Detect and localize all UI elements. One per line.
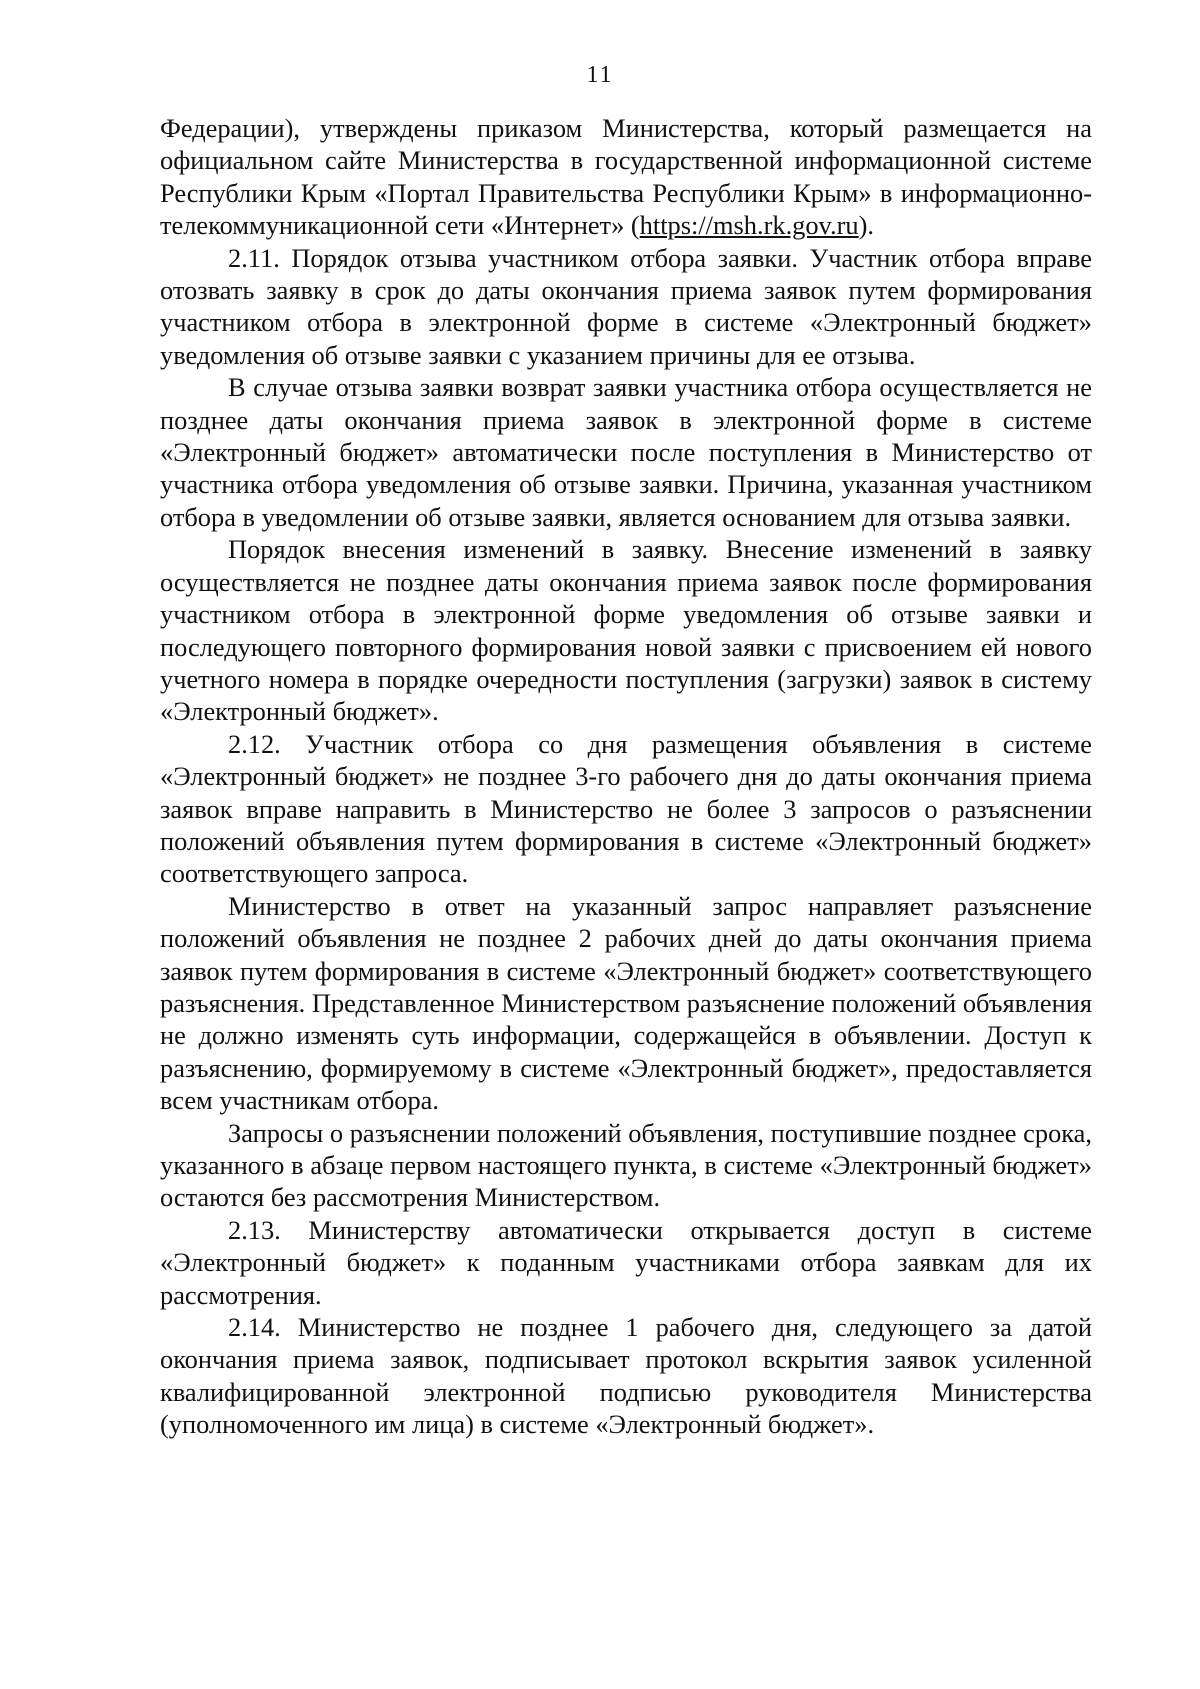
paragraph-2-14: 2.14. Министерство не позднее 1 рабочего дня, следующего за датой окончания приема заявок, подписывает протокол вскрытия заявок усиленной квалифицированной электронной подписью руководителя Министерства (уполномоченного им лица) в системе «Электронный бюджет».	[160, 1312, 1092, 1440]
website-link[interactable]: https://msh.rk.gov.ru	[639, 210, 859, 241]
paragraph-withdrawal-return: В случае отзыва заявки возврат заявки участника отбора осуществляется не позднее даты окончания приема заявок в электронной форме в системе «Электронный бюджет» автоматически после поступления в Министерство от участника отбора уведомления об отзыве заявки. Причина, указанная участником отбора в уведомлении об отзыве заявки, является основанием для отзыва заявки.	[160, 372, 1092, 532]
paragraph-text: Федерации), утверждены приказом Министерства, который размещается на официальном сайте Министерства в государственной информационной системе Республики Крым «Портал Правительства Республики Крым» в информационно-телекоммуникационной сети «Интернет» (	[160, 113, 1092, 241]
paragraph-changes-procedure: Порядок внесения изменений в заявку. Внесение изменений в заявку осуществляется не позднее даты окончания приема заявок после формирования участником отбора в электронной форме уведомления об отзыве заявки и последующего повторного формирования новой заявки с присвоением ей нового учетного номера в порядке очередности поступления (загрузки) заявок в систему «Электронный бюджет».	[160, 534, 1092, 727]
paragraph-2-12: 2.12. Участник отбора со дня размещения объявления в системе «Электронный бюджет» не позднее 3-го рабочего дня до даты окончания приема заявок вправе направить в Министерство не более 3 запросов о разъяснении положений объявления путем формирования в системе «Электронный бюджет» соответствующего запроса.	[160, 728, 1092, 889]
paragraph-late-requests: Запросы о разъяснении положений объявления, поступившие позднее срока, указанного в абзаце первом настоящего пункта, в системе «Электронный бюджет» остаются без рассмотрения Министерством.	[160, 1117, 1092, 1213]
paragraph-2-13: 2.13. Министерству автоматически открывается доступ в системе «Электронный бюджет» к поданным участниками отбора заявкам для их рассмотрения.	[160, 1214, 1092, 1310]
paragraph-ministry-response: Министерство в ответ на указанный запрос направляет разъяснение положений объявления не позднее 2 рабочих дней до даты окончания приема заявок путем формирования в системе «Электронный бюджет» соответствующего разъяснения. Представленное Министерством разъяснение положений объявления не должно изменять суть информации, содержащейся в объявлении. Доступ к разъяснению, формируемому в системе «Электронный бюджет», предоставляется всем участникам отбора.	[160, 890, 1092, 1116]
paragraph-text-end: ).	[858, 210, 875, 241]
paragraph-2-11: 2.11. Порядок отзыва участником отбора заявки. Участник отбора вправе отозвать заявку в срок до даты окончания приема заявок путем формирования участником отбора в электронной форме в системе «Электронный бюджет» уведомления об отзыве заявки с указанием причины для ее отзыва.	[160, 242, 1092, 370]
document-body	[160, 112, 1092, 1441]
paragraph-continuation	[160, 112, 1092, 242]
page-number: 11	[586, 62, 614, 88]
